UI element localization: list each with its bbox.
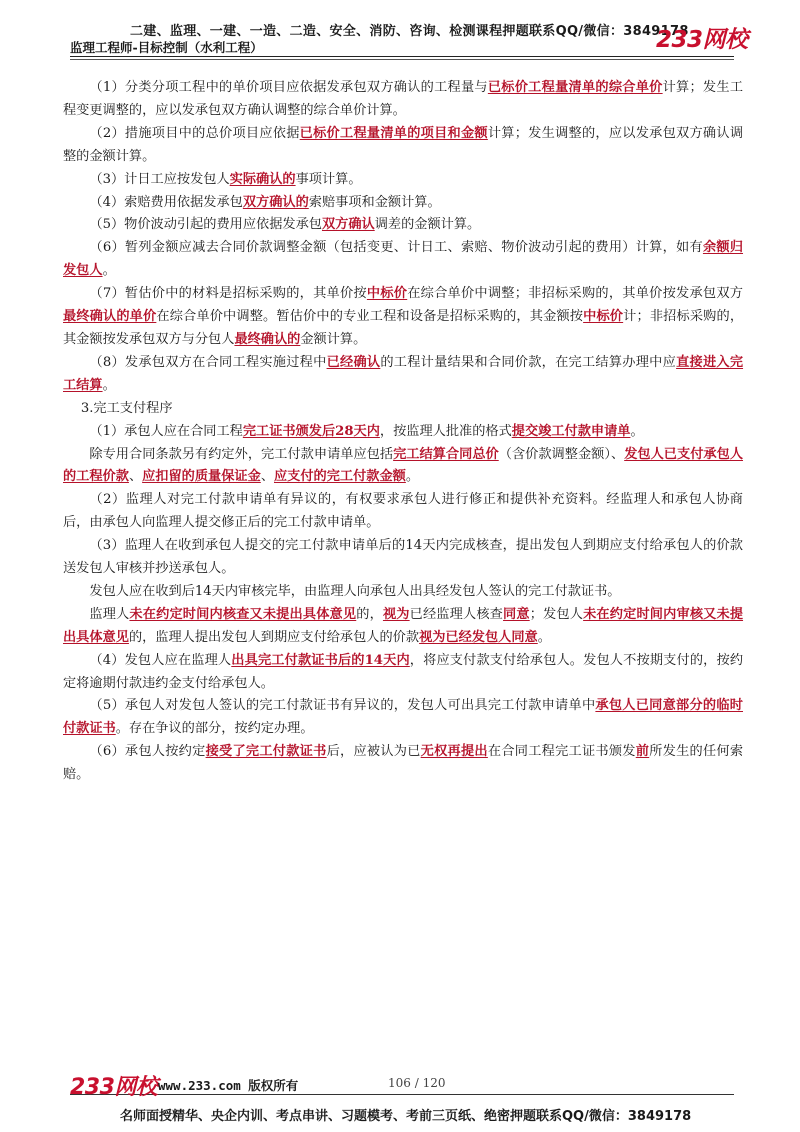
paragraph-text: 金额计算。 (300, 331, 367, 347)
footer-logo: 233网校 (70, 1075, 158, 1100)
paragraph-text: 监理人 (89, 606, 130, 622)
highlighted-text: 视为已经发包人同意 (419, 629, 538, 645)
highlighted-text: 双方确认 (321, 217, 375, 233)
paragraph-text: 的， (356, 606, 383, 622)
paragraph-text: （含价款调整金额）、 (498, 446, 625, 462)
highlighted-text: 未在约定时间内核查又未提出具体意见 (129, 606, 357, 622)
paragraph-text: （6）承包人按约定 (89, 744, 206, 760)
paragraph-text: 。 (102, 377, 116, 393)
header-promo-text: 二建、监理、一建、一造、二造、安全、消防、咨询、检测课程押题联系QQ/微信：3849178 (130, 24, 689, 39)
highlighted-text: 前 (635, 744, 650, 760)
paragraph-text: ，按监理人批准的格式 (379, 423, 512, 439)
paragraph (63, 398, 743, 421)
highlighted-text: 中标价 (366, 286, 408, 302)
highlighted-text: 应支付的完工付款金额 (274, 469, 406, 485)
footer-site: www.233.com 版权所有 (158, 1078, 299, 1093)
highlighted-text: 已标价工程量清单的综合单价 (487, 80, 663, 95)
paragraph-text: 发包人应在收到后14天内审核完毕，由监理人向承包人出具经发包人签认的完工付款证书。 (89, 583, 621, 599)
paragraph (63, 123, 743, 169)
highlighted-text: 直接进入完工结算 (63, 354, 744, 393)
footer-promo-text: 名师面授精华、央企内训、考点串讲、习题模考、考前三页纸、绝密押题联系QQ/微信：3849178 (120, 1109, 692, 1124)
footer-divider (70, 1094, 734, 1095)
paragraph (63, 237, 743, 283)
paragraph-text: 调差的金额计算。 (374, 217, 481, 233)
paragraph (63, 604, 743, 650)
paragraph-text: （3）计日工应按发包人 (89, 171, 230, 187)
paragraph-text: （7）暂估价中的材料是招标采购的，其单价按 (89, 286, 367, 302)
paragraph-text: 。 (102, 263, 116, 279)
highlighted-text: 余额归发包人 (63, 240, 744, 279)
paragraph-text: 3.完工支付程序 (80, 400, 173, 416)
highlighted-text: 提交竣工付款申请单 (511, 423, 631, 439)
paragraph-text: 索赔事项和金额计算。 (308, 194, 441, 210)
paragraph-text: ，将应支付款支付给承包人。发包人不按期支付的，按约定将逾期付款违约金支付给承包人。 (63, 652, 744, 691)
document-body (63, 77, 743, 787)
paragraph-text: 。 (405, 469, 420, 485)
highlighted-text: 视为 (382, 606, 410, 622)
paragraph-text: 后，应被认为已 (326, 744, 421, 760)
paragraph (63, 581, 743, 604)
paragraph-text: 计算；发生调整的，应以发承包双方确认调整的金额计算。 (63, 125, 744, 164)
paragraph-text: （6）暂列金额应减去合同价款调整金额（包括变更、计日工、索赔、物价波动引起的费用）计算，如有 (89, 240, 703, 256)
highlighted-text: 同意 (503, 606, 530, 622)
paragraph-text: 已经监理人核查 (409, 606, 504, 622)
paragraph-text: 。 (537, 629, 551, 645)
paragraph-text: （8）发承包双方在合同工程实施过程中 (89, 354, 327, 370)
paragraph-text: （5）物价波动引起的费用应依据发承包 (89, 217, 322, 233)
highlighted-text: 实际确认的 (229, 171, 296, 187)
paragraph-text: （2）措施项目中的总价项目应依据 (89, 125, 300, 141)
header-divider-thin (70, 59, 734, 60)
paragraph-text: 、 (260, 469, 274, 485)
paragraph (63, 489, 743, 535)
paragraph-text: （3）监理人在收到承包人提交的完工付款申请单后的14天内完成核查，提出发包人到期应支付给承包人的价款送发包人审核并抄送承包人。 (63, 538, 743, 577)
paragraph-text: 除专用合同条款另有约定外，完工付款申请单应包括 (89, 446, 394, 462)
highlighted-text: 已经确认 (326, 354, 381, 370)
paragraph-text: 在综合单价中调整；非招标采购的，其单价按发承包双方 (407, 286, 743, 302)
page-header (0, 0, 800, 62)
header-course-title: 监理工程师-目标控制（水利工程） (70, 40, 263, 55)
paragraph-text: （2）监理人对完工付款申请单有异议的，有权要求承包人进行修正和提供补充资料。经监理人和承包人协商后，由承包人向监理人提交修正后的完工付款申请单。 (63, 492, 743, 531)
paragraph (63, 695, 743, 741)
highlighted-text: 双方确认的 (242, 194, 309, 210)
paragraph-text: 计；非招标采购的，其金额按发承包双方与分包人 (63, 309, 744, 347)
paragraph-text: （5）承包人对发包人签认的完工付款证书有异议的，发包人可出具完工付款申请单中 (89, 698, 596, 714)
highlighted-text: 最终确认的单价 (63, 309, 157, 325)
highlighted-text: 完工证书颁发后28天内 (242, 423, 380, 439)
paragraph (63, 421, 743, 444)
paragraph (63, 535, 743, 581)
paragraph-text: 、 (128, 469, 143, 485)
highlighted-text: 未在约定时间内审核又未提出具体意见 (63, 606, 744, 645)
paragraph-text: 计算；发生工程变更调整的，应以发承包双方确认调整的综合单价计算。 (63, 80, 744, 118)
paragraph-text: ；发包人 (529, 606, 584, 622)
highlighted-text: 完工结算合同总价 (393, 446, 499, 462)
paragraph-text: 所发生的任何索赔。 (63, 744, 744, 783)
highlighted-text: 已标价工程量清单的项目和金额 (299, 125, 488, 141)
highlighted-text: 出具完工付款证书后的14天内 (231, 652, 410, 668)
highlighted-text: 无权再提出 (420, 744, 488, 760)
paragraph (63, 77, 743, 123)
paragraph-text: 。 (630, 423, 644, 439)
highlighted-text: 发包人已支付承包人的工程价款 (63, 446, 744, 485)
paragraph (63, 214, 743, 237)
paragraph-text: 。存在争议的部分，按约定办理。 (115, 721, 314, 737)
paragraph-text: 事项计算。 (295, 171, 362, 187)
paragraph-text: 在合同工程完工证书颁发 (487, 744, 636, 760)
paragraph (63, 741, 743, 787)
paragraph-text: 的工程计量结果和合同价款，在完工结算办理中应 (380, 354, 677, 370)
paragraph-text: 的，监理人提出发包人到期应支付给承包人的价款 (128, 629, 420, 645)
highlighted-text: 接受了完工付款证书 (205, 744, 327, 760)
paragraph-text: （4）发包人应在监理人 (89, 652, 232, 668)
paragraph (63, 169, 743, 192)
header-divider (70, 56, 734, 57)
paragraph (63, 352, 743, 398)
paragraph-text: 在综合单价中调整。暂估价中的专业工程和设备是招标采购的，其金额按 (156, 309, 584, 325)
paragraph-text: （1）承包人应在合同工程 (89, 423, 243, 439)
highlighted-text: 最终确认的 (234, 331, 301, 347)
paragraph-text: （4）索赔费用依据发承包 (89, 194, 243, 210)
paragraph (63, 650, 743, 696)
paragraph (63, 283, 743, 352)
page-number: 106 / 120 (388, 1076, 446, 1090)
brand-logo: 233网校 (656, 27, 748, 53)
paragraph (63, 192, 743, 215)
paragraph (63, 444, 743, 490)
highlighted-text: 应扣留的质量保证金 (142, 469, 261, 485)
paragraph-text: （1）分类分项工程中的单价项目应依据发承包双方确认的工程量与 (89, 80, 488, 95)
highlighted-text: 中标价 (583, 309, 624, 325)
highlighted-text: 承包人已同意部分的临时付款证书 (63, 698, 743, 737)
